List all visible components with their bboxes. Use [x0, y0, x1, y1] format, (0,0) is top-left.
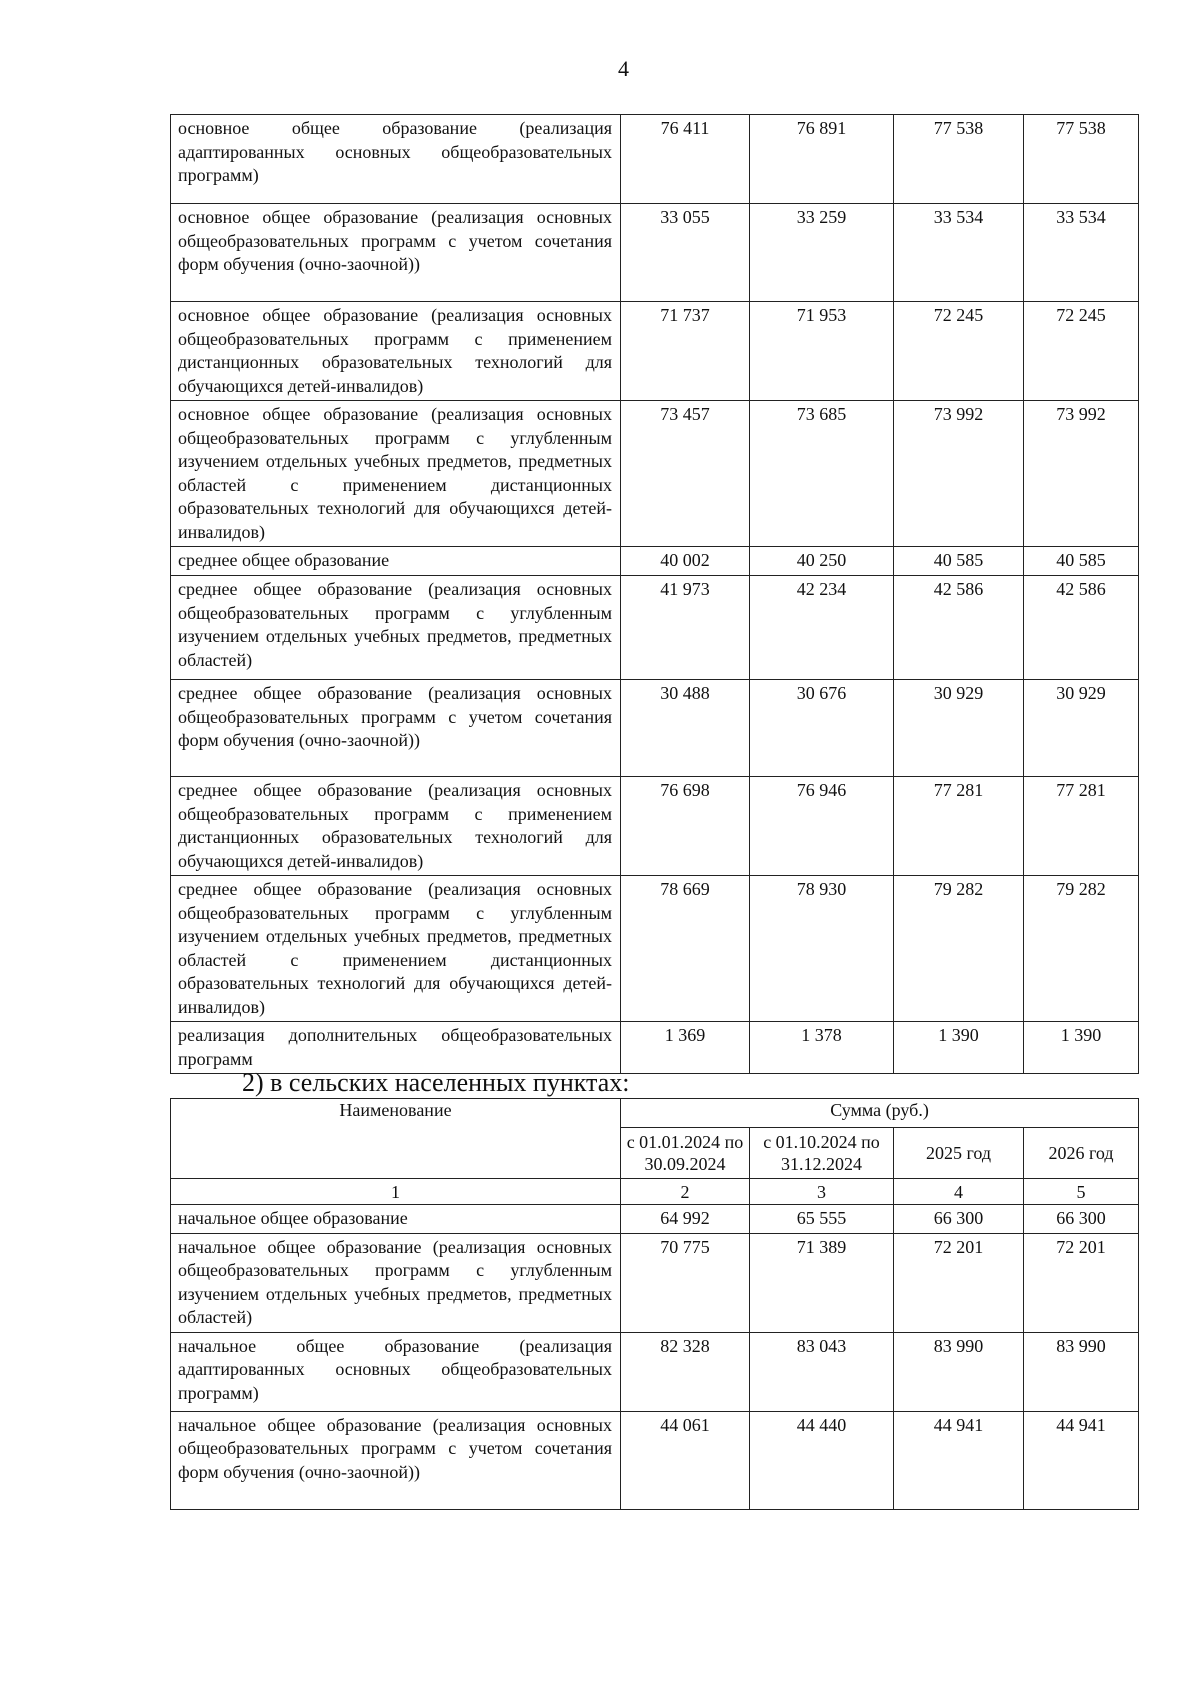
column-number: 2 — [621, 1179, 750, 1205]
value-cell: 76 698 — [621, 777, 750, 876]
value-cell: 73 457 — [621, 401, 750, 547]
row-name: основное общее образование (реализация основных общеобразовательных программ с углубленным изучением отдельных учебных предметов, предметных областей с применением дистанционных образовательных технологий для обучающихся детей-инвалидов) — [171, 401, 621, 547]
table-row — [171, 1411, 1139, 1509]
row-name: среднее общее образование (реализация основных общеобразовательных программ с углубленным изучением отдельных учебных предметов, предметных областей) — [171, 576, 621, 680]
value-cell: 78 669 — [621, 876, 750, 1022]
column-header-period: с 01.10.2024 по 31.12.2024 — [750, 1128, 894, 1179]
value-cell: 30 676 — [750, 680, 894, 777]
value-cell: 83 990 — [1024, 1332, 1139, 1411]
row-name: начальное общее образование (реализация основных общеобразовательных программ с углубленным изучением отдельных учебных предметов, предметных областей) — [171, 1233, 621, 1332]
value-cell: 41 973 — [621, 576, 750, 680]
value-cell: 1 369 — [621, 1022, 750, 1074]
value-cell: 66 300 — [894, 1205, 1024, 1234]
column-header-sum: Сумма (руб.) — [621, 1099, 1139, 1128]
value-cell: 82 328 — [621, 1332, 750, 1411]
value-cell: 40 585 — [1024, 547, 1139, 576]
value-cell: 33 534 — [1024, 204, 1139, 302]
column-number: 5 — [1024, 1179, 1139, 1205]
row-name: среднее общее образование (реализация основных общеобразовательных программ с применением дистанционных образовательных технологий для обучающихся детей-инвалидов) — [171, 777, 621, 876]
table-row — [171, 115, 1139, 204]
table-row — [171, 1332, 1139, 1411]
row-name: начальное общее образование (реализация адаптированных основных общеобразовательных программ) — [171, 1332, 621, 1411]
row-name: среднее общее образование (реализация основных общеобразовательных программ с учетом сочетания форм обучения (очно-заочной)) — [171, 680, 621, 777]
column-number: 4 — [894, 1179, 1024, 1205]
value-cell: 77 538 — [1024, 115, 1139, 204]
column-number-row — [171, 1179, 1139, 1205]
column-header-year: 2026 год — [1024, 1128, 1139, 1179]
value-cell: 30 929 — [894, 680, 1024, 777]
value-cell: 83 990 — [894, 1332, 1024, 1411]
value-cell: 73 685 — [750, 401, 894, 547]
table-row — [171, 204, 1139, 302]
value-cell: 72 245 — [894, 302, 1024, 401]
table-row — [171, 401, 1139, 547]
value-cell: 77 538 — [894, 115, 1024, 204]
value-cell: 77 281 — [894, 777, 1024, 876]
value-cell: 42 586 — [1024, 576, 1139, 680]
row-name: среднее общее образование — [171, 547, 621, 576]
value-cell: 42 586 — [894, 576, 1024, 680]
value-cell: 40 250 — [750, 547, 894, 576]
value-cell: 44 941 — [1024, 1411, 1139, 1509]
column-number: 1 — [171, 1179, 621, 1205]
value-cell: 72 201 — [1024, 1233, 1139, 1332]
table-row — [171, 1205, 1139, 1234]
header-row — [171, 1099, 1139, 1128]
value-cell: 77 281 — [1024, 777, 1139, 876]
column-number: 3 — [750, 1179, 894, 1205]
row-name: среднее общее образование (реализация основных общеобразовательных программ с углубленным изучением отдельных учебных предметов, предметных областей с применением дистанционных образовательных технологий для обучающихся детей-инвалидов) — [171, 876, 621, 1022]
value-cell: 33 259 — [750, 204, 894, 302]
value-cell: 44 440 — [750, 1411, 894, 1509]
value-cell: 83 043 — [750, 1332, 894, 1411]
table-row — [171, 576, 1139, 680]
value-cell: 30 488 — [621, 680, 750, 777]
table-row — [171, 680, 1139, 777]
column-header-period: с 01.01.2024 по 30.09.2024 — [621, 1128, 750, 1179]
value-cell: 42 234 — [750, 576, 894, 680]
value-cell: 71 737 — [621, 302, 750, 401]
value-cell: 79 282 — [1024, 876, 1139, 1022]
table-row — [171, 547, 1139, 576]
row-name: основное общее образование (реализация основных общеобразовательных программ с применением дистанционных образовательных технологий для обучающихся детей-инвалидов) — [171, 302, 621, 401]
table-row — [171, 1022, 1139, 1074]
table-row — [171, 876, 1139, 1022]
value-cell: 66 300 — [1024, 1205, 1139, 1234]
table-row — [171, 302, 1139, 401]
value-cell: 65 555 — [750, 1205, 894, 1234]
value-cell: 40 002 — [621, 547, 750, 576]
row-name: реализация дополнительных общеобразовательных программ — [171, 1022, 621, 1074]
value-cell: 1 390 — [894, 1022, 1024, 1074]
value-cell: 33 055 — [621, 204, 750, 302]
value-cell: 70 775 — [621, 1233, 750, 1332]
tariff-table-urban-continued — [170, 114, 1139, 1074]
table-row — [171, 777, 1139, 876]
value-cell: 76 411 — [621, 115, 750, 204]
value-cell: 72 201 — [894, 1233, 1024, 1332]
value-cell: 71 389 — [750, 1233, 894, 1332]
value-cell: 78 930 — [750, 876, 894, 1022]
value-cell: 73 992 — [894, 401, 1024, 547]
value-cell: 40 585 — [894, 547, 1024, 576]
value-cell: 33 534 — [894, 204, 1024, 302]
value-cell: 72 245 — [1024, 302, 1139, 401]
value-cell: 30 929 — [1024, 680, 1139, 777]
row-name: основное общее образование (реализация адаптированных основных общеобразовательных программ) — [171, 115, 621, 204]
column-header-name: Наименование — [171, 1099, 621, 1179]
section-title: 2) в сельских населенных пунктах: — [242, 1068, 630, 1097]
value-cell: 76 891 — [750, 115, 894, 204]
row-name: начальное общее образование — [171, 1205, 621, 1234]
page-number: 4 — [618, 56, 629, 81]
table-row — [171, 1233, 1139, 1332]
value-cell: 1 378 — [750, 1022, 894, 1074]
value-cell: 76 946 — [750, 777, 894, 876]
column-header-year: 2025 год — [894, 1128, 1024, 1179]
value-cell: 64 992 — [621, 1205, 750, 1234]
value-cell: 44 061 — [621, 1411, 750, 1509]
value-cell: 44 941 — [894, 1411, 1024, 1509]
tariff-table-rural — [170, 1098, 1139, 1510]
value-cell: 73 992 — [1024, 401, 1139, 547]
row-name: начальное общее образование (реализация основных общеобразовательных программ с учетом сочетания форм обучения (очно-заочной)) — [171, 1411, 621, 1509]
value-cell: 71 953 — [750, 302, 894, 401]
value-cell: 79 282 — [894, 876, 1024, 1022]
value-cell: 1 390 — [1024, 1022, 1139, 1074]
row-name: основное общее образование (реализация основных общеобразовательных программ с учетом сочетания форм обучения (очно-заочной)) — [171, 204, 621, 302]
